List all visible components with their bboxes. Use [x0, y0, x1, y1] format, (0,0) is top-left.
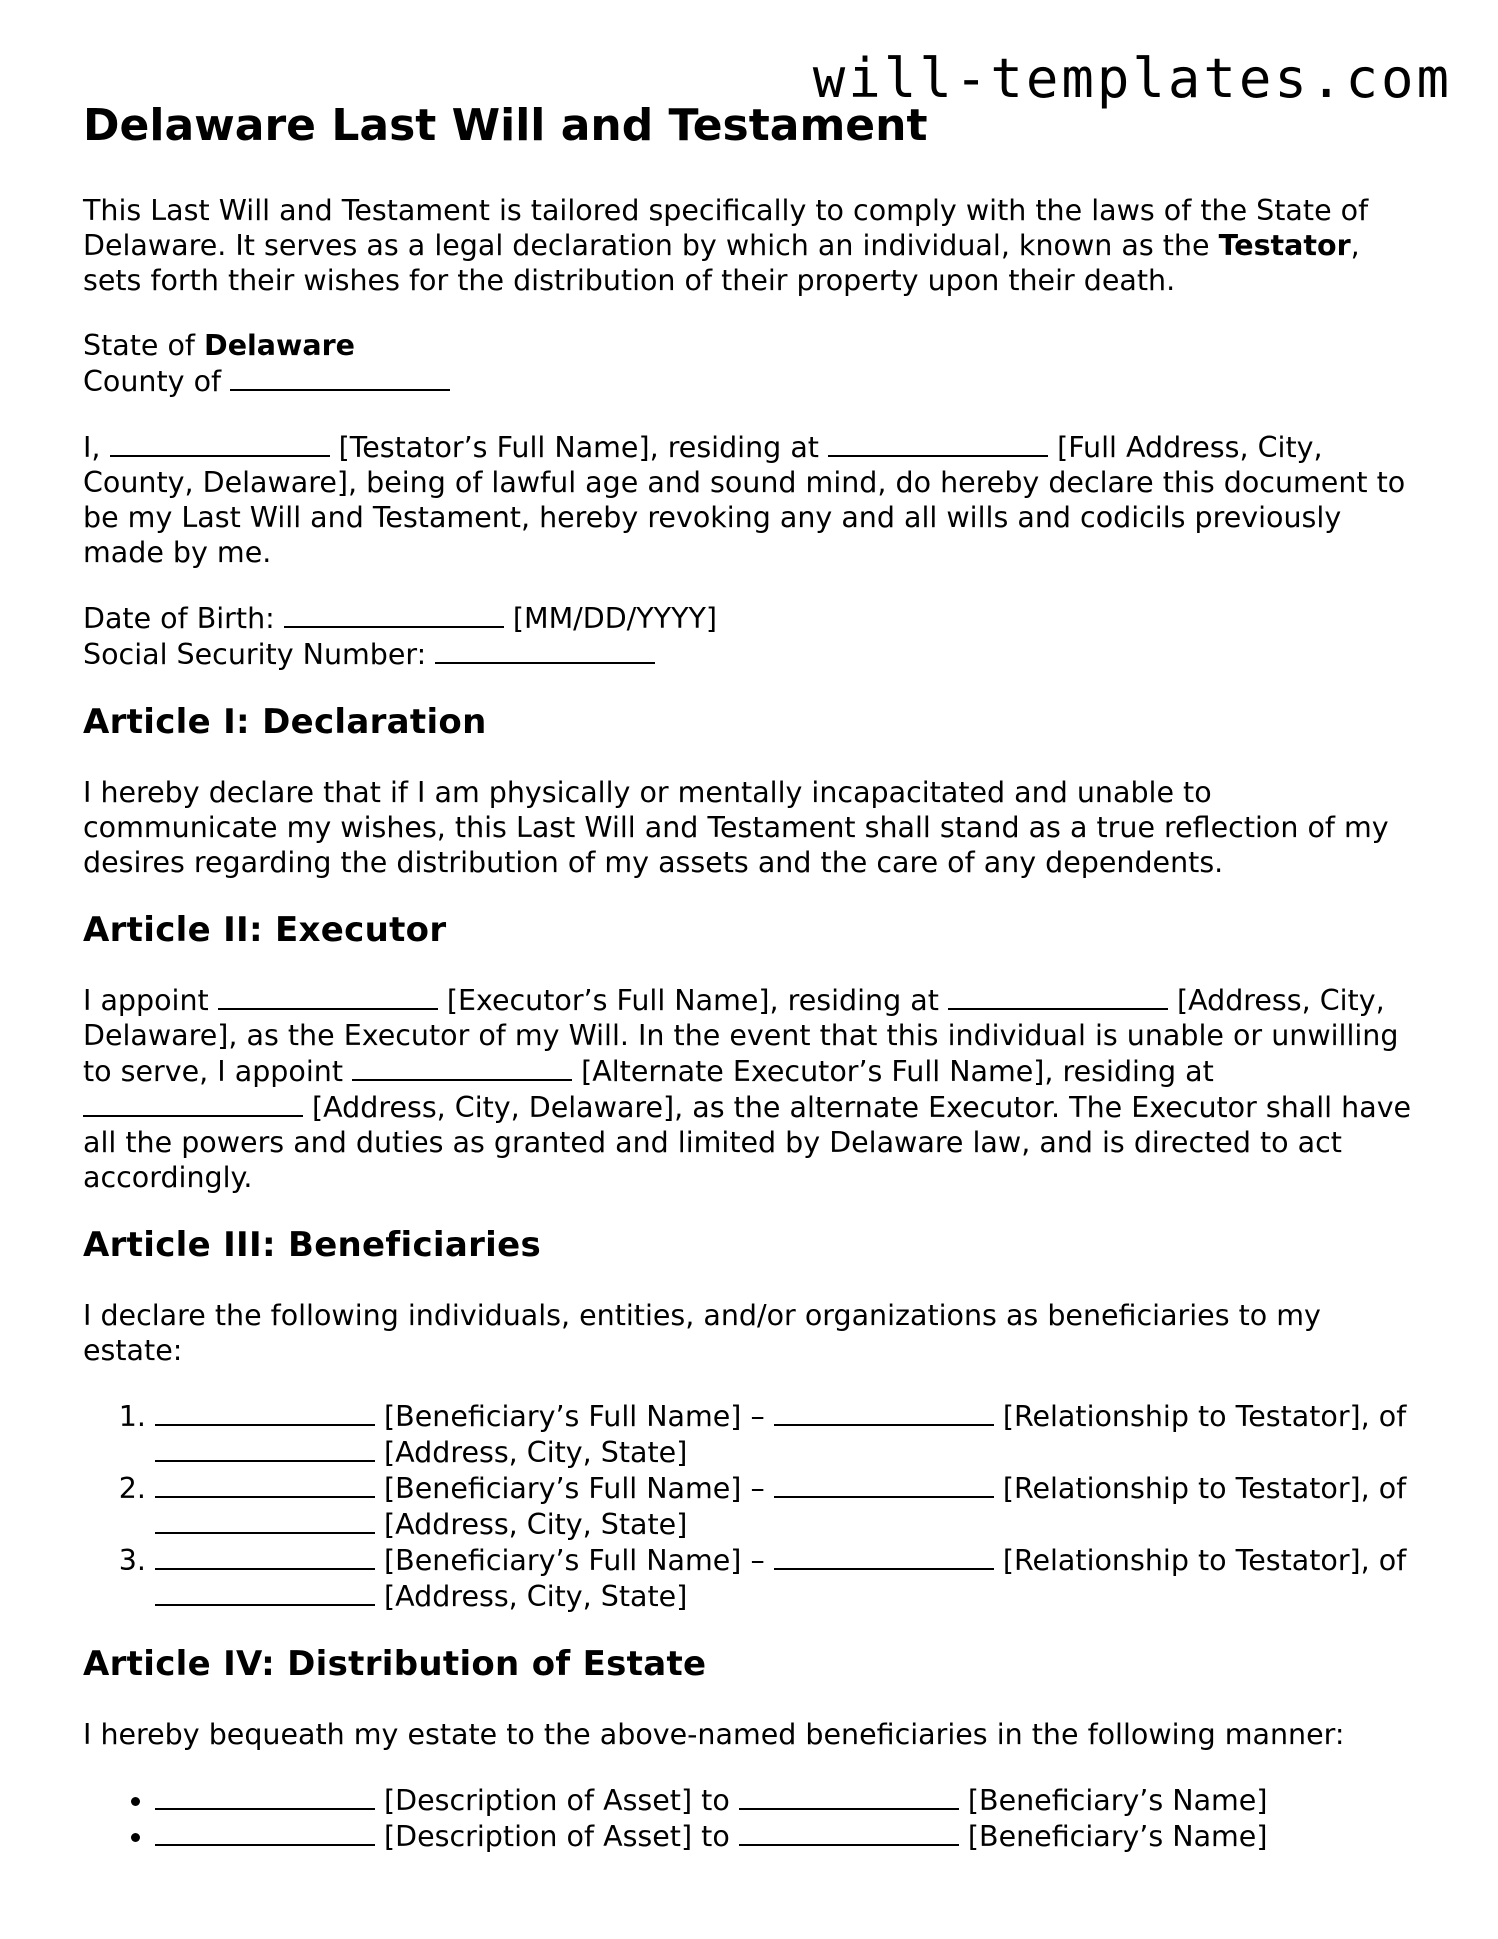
executor-address-blank[interactable]: [948, 982, 1168, 1010]
testator-address-blank[interactable]: [828, 429, 1048, 457]
list-item: 3. [Beneficiary’s Full Name] – [Relationship to Testator], of [Address, City, State]: [155, 1542, 1413, 1614]
list-item: • [Description of Asset] to [Beneficiary’s Name]: [155, 1782, 1413, 1818]
beneficiary-name-blank[interactable]: [155, 1398, 375, 1426]
article-2-text: I appoint [Executor’s Full Name], residing at [Address, City, Delaware], as the Executor of my Will. In the event that this individual is unable or unwilling to serve, I appoint [Alternate Executor’s Full Name], residing at [Address, City, Delaware], as the alternate Executor. The Executor shall have all the powers and duties as granted and limited by Delaware law, and is directed to act accordingly.: [83, 984, 1412, 1195]
beneficiary-address-blank[interactable]: [155, 1578, 375, 1606]
testator-name-blank[interactable]: [110, 429, 330, 457]
state-value: Delaware: [204, 328, 355, 362]
ssn-blank[interactable]: [435, 636, 655, 664]
county-label: County of: [83, 364, 231, 398]
relationship-blank[interactable]: [774, 1470, 994, 1498]
list-item: 1. [Beneficiary’s Full Name] – [Relationship to Testator], of [Address, City, State]: [155, 1398, 1413, 1470]
alt-executor-address-blank[interactable]: [83, 1089, 303, 1117]
beneficiary-address-blank[interactable]: [155, 1434, 375, 1462]
distribution-list: [83, 1782, 1413, 1854]
watermark: will-templates.com: [812, 47, 1452, 110]
state-label: State of: [83, 328, 205, 362]
relationship-blank[interactable]: [774, 1542, 994, 1570]
list-item: • [Description of Asset] to [Beneficiary’s Name]: [155, 1818, 1413, 1854]
declaration-paragraph: I, [Testator’s Full Name], residing at [Full Address, City, County, Delaware], being of lawful age and sound mind, do hereby declare this document to be my Last Will and Testament, hereby revoking any and all wills and codicils previously made by me.: [83, 430, 1406, 569]
article-2-heading: Article II: Executor: [83, 909, 447, 950]
article-4-heading: Article IV: Distribution of Estate: [83, 1644, 707, 1685]
beneficiary-address-blank[interactable]: [155, 1506, 375, 1534]
beneficiary-name-blank[interactable]: [155, 1470, 375, 1498]
article-4-intro: I hereby bequeath my estate to the above-named beneficiaries in the following manner:: [83, 1717, 1345, 1751]
recipient-blank[interactable]: [739, 1818, 959, 1846]
list-item: 2. [Beneficiary’s Full Name] – [Relationship to Testator], of [Address, City, State]: [155, 1470, 1413, 1542]
jurisdiction-block: [83, 328, 1413, 399]
article-3-intro: I declare the following individuals, entities, and/or organizations as beneficiaries to my estate:: [83, 1299, 1321, 1368]
dob-blank[interactable]: [284, 600, 504, 628]
beneficiary-name-blank[interactable]: [155, 1542, 375, 1570]
article-1-heading: Article I: Declaration: [83, 701, 487, 742]
article-1-text: I hereby declare that if I am physically or mentally incapacitated and unable to communicate my wishes, this Last Will and Testament shall stand as a true reflection of my desires regarding the distribution of my assets and the care of any dependents.: [83, 775, 1389, 879]
county-blank[interactable]: [230, 363, 450, 391]
alt-executor-name-blank[interactable]: [352, 1053, 572, 1081]
executor-name-blank[interactable]: [218, 982, 438, 1010]
document-title: Delaware Last Will and Testament: [83, 100, 928, 151]
beneficiary-list: [83, 1398, 1413, 1614]
recipient-blank[interactable]: [739, 1782, 959, 1810]
personal-info-block: Date of Birth: [MM/DD/YYYY] Social Security Number:: [83, 601, 718, 671]
document-page: [83, 100, 1413, 1884]
asset-blank[interactable]: [155, 1782, 375, 1810]
article-3-heading: Article III: Beneficiaries: [83, 1225, 542, 1266]
testator-term: Testator: [1218, 228, 1351, 262]
intro-paragraph: This Last Will and Testament is tailored specifically to comply with the laws of the State of Delaware. It serves as a legal declaration by which an individual, known as the Testator, sets forth their wishes for the distribution of their property upon their death.: [83, 193, 1369, 297]
relationship-blank[interactable]: [774, 1398, 994, 1426]
asset-blank[interactable]: [155, 1818, 375, 1846]
